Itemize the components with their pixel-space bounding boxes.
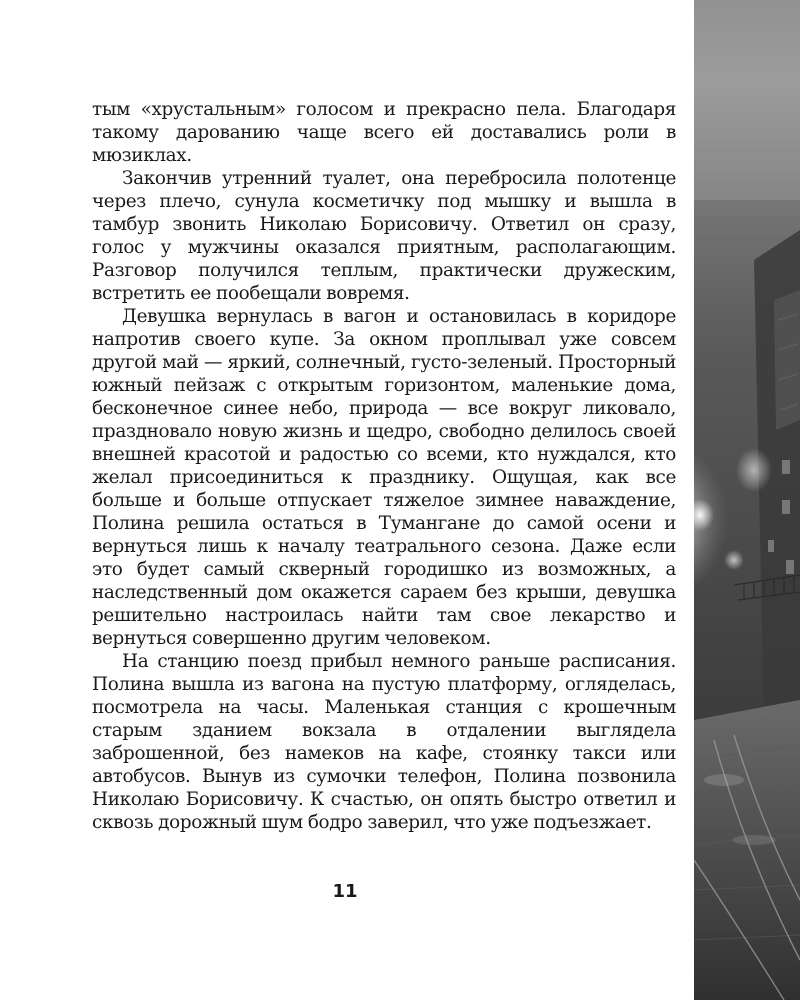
side-photo-strip xyxy=(694,0,800,1000)
paragraph-1: тым «хрустальным» голосом и прекрасно пела. Благодаря такому дарованию чаще всего ей доставались роли в мюзиклах. xyxy=(92,99,676,166)
page-number: 11 xyxy=(332,881,358,902)
paragraph-2: Закончив утренний туалет, она перебросила полотенце через плечо, сунула косметичку под мышку и вышла в тамбур звонить Николаю Борисовичу. Ответил он сразу, голос у мужчины оказался приятным, располагающим. Разговор получился теплым, практически дружеским, встретить ее пообещали вовремя. xyxy=(92,168,676,304)
paragraph-4: На станцию поезд прибыл немного раньше расписания. Полина вышла из вагона на пустую платформу, огляделась, посмотрела на часы. Маленькая станция с крошечным старым зданием вокзала в отдалении выглядела заброшенной, без намеков на кафе, стоянку такси или автобусов. Вынув из сумочки телефон, Полина позвонила Николаю Борисовичу. К счастью, он опять быстро ответил и сквозь дорожный шум бодро заверил, что уже подъезжает. xyxy=(92,651,676,833)
body-text xyxy=(92,98,676,834)
night-street-photo xyxy=(694,0,800,1000)
paragraph-3: Девушка вернулась в вагон и остановилась в коридоре напротив своего купе. За окном проплывал уже совсем другой май — яркий, солнечный, густо-зеленый. Просторный южный пейзаж с открытым горизонтом, маленькие дома, бесконечное синее небо, природа — все вокруг ликовало, праздновало новую жизнь и щедро, свободно делилось своей внешней красотой и радостью со всеми, кто нуждался, кто желал присоединиться к празднику. Ощущая, как все больше и больше отпускает тяжелое зимнее наваждение, Полина решила остаться в Тумангане до самой осени и вернуться лишь к началу театрального сезона. Даже если это будет самый скверный городишко из возможных, а наследственный дом окажется сараем без крыши, девушка решительно настроилась найти там свое лекарство и вернуться совершенно другим человеком. xyxy=(92,306,676,649)
